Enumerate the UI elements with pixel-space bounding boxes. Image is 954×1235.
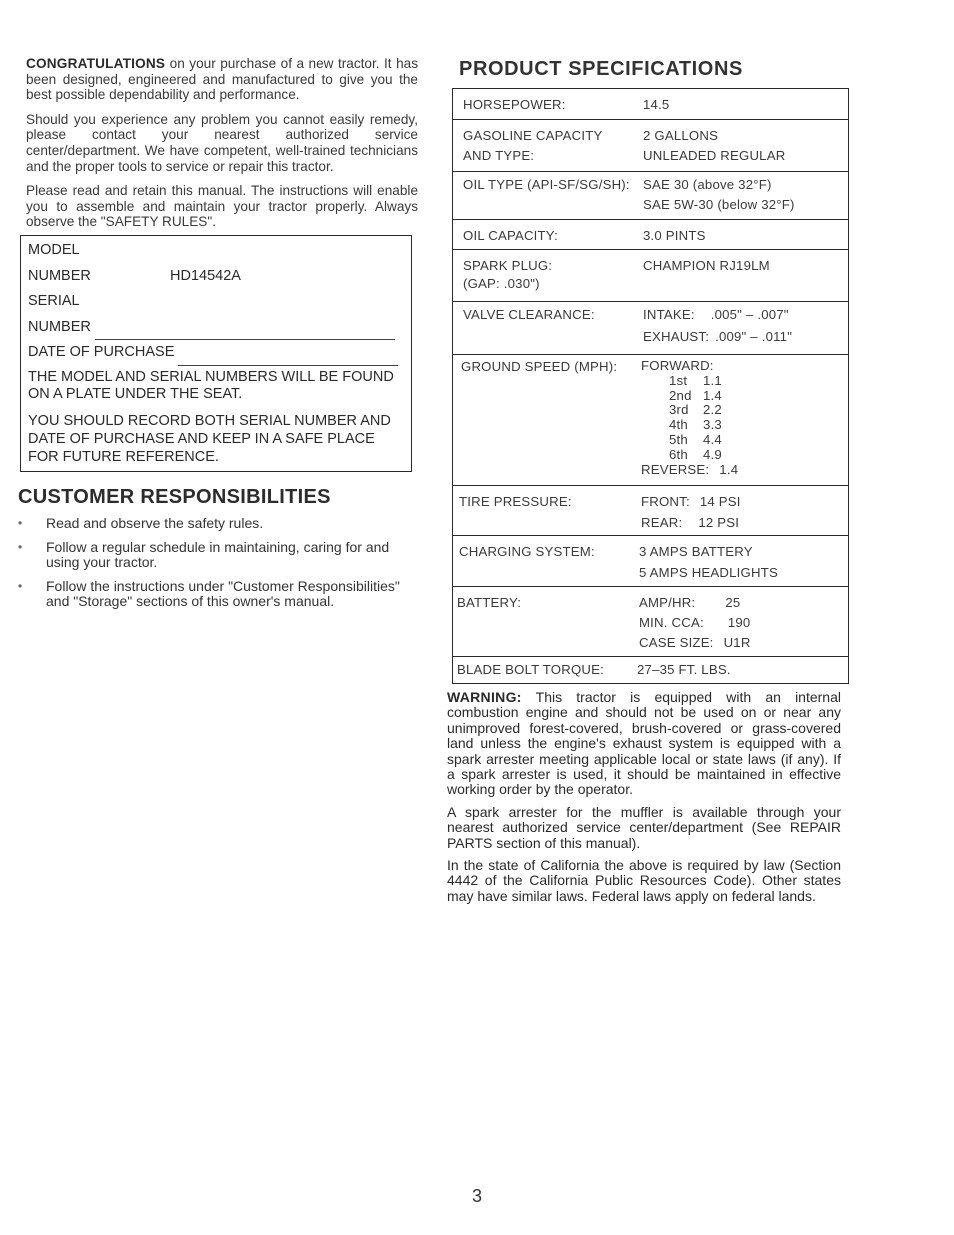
reverse-label: REVERSE:	[641, 461, 710, 477]
gasoline-type-value: UNLEADED REGULAR	[643, 148, 786, 163]
gear-row	[641, 389, 738, 404]
gear-speed: 4.4	[703, 431, 722, 447]
customer-responsibilities-heading: CUSTOMER RESPONSIBILITIES	[18, 486, 331, 508]
spec-row-tire-pressure	[453, 485, 848, 535]
tire-front-value: 14 PSI	[699, 494, 741, 509]
valve-exhaust	[643, 327, 792, 347]
spec-row-horsepower	[453, 89, 848, 119]
battery-amphr	[639, 593, 740, 613]
exhaust-label: EXHAUST:	[643, 329, 710, 344]
customer-responsibilities-list	[18, 516, 416, 618]
spec-row-charging-system	[453, 535, 848, 586]
gear-row	[641, 418, 738, 433]
date-of-purchase-label: DATE OF PURCHASE	[28, 344, 175, 360]
warning-section	[447, 690, 841, 911]
spec-row-spark-plug	[453, 249, 848, 301]
gear-speed: 1.1	[703, 372, 722, 388]
gear-name: 1st	[669, 372, 688, 388]
spark-plug-label: SPARK PLUG:	[463, 258, 553, 273]
list-item-text: Read and observe the safety rules.	[46, 515, 264, 531]
model-number-label: NUMBER	[28, 267, 91, 284]
case-size-label: CASE SIZE:	[639, 635, 714, 650]
spec-row-blade-bolt-torque	[453, 656, 848, 683]
gear-row	[641, 374, 738, 389]
gear-row	[641, 448, 738, 463]
serial-number-label: NUMBER	[28, 318, 91, 335]
spark-plug-value: CHAMPION RJ19LM	[643, 258, 770, 273]
spec-row-ground-speed	[453, 354, 848, 485]
warning-label: WARNING:	[447, 689, 522, 705]
list-item-text: Follow a regular schedule in maintaining, caring for and using your tractor.	[46, 538, 390, 570]
exhaust-value: .009" – .011"	[715, 329, 793, 344]
serial-number-blank[interactable]	[95, 322, 395, 340]
serial-label-line	[28, 289, 404, 315]
serial-number-line	[28, 315, 404, 341]
bullet-icon: •	[18, 516, 23, 530]
tire-rear-label: REAR:	[641, 515, 683, 530]
amphr-value: 25	[725, 595, 741, 610]
gear-name: 2nd	[669, 387, 692, 403]
specifications-table	[452, 88, 849, 684]
valve-clearance-label: VALVE CLEARANCE:	[463, 307, 595, 322]
model-label: MODEL	[28, 242, 80, 258]
case-size-value: U1R	[723, 635, 751, 650]
gear-speed: 2.2	[703, 402, 722, 418]
model-number-value: HD14542A	[170, 267, 241, 284]
charging-headlights-value: 5 AMPS HEADLIGHTS	[639, 565, 778, 580]
model-number-line	[28, 264, 404, 290]
ground-speed-values	[641, 359, 738, 477]
intro-paragraph-1-text: on your purchase of a new tractor. It has been designed, engineered and manufactured to give you the best possible dependability and performance.	[26, 56, 418, 103]
bullet-icon: •	[18, 578, 23, 593]
plate-location-note: THE MODEL AND SERIAL NUMBERS WILL BE FOUND ON A PLATE UNDER THE SEAT.	[28, 368, 394, 403]
warning-paragraph-1	[447, 690, 841, 798]
record-reminder-note: YOU SHOULD RECORD BOTH SERIAL NUMBER AND DATE OF PURCHASE AND KEEP IN A SAFE PLACE FOR FUTURE REFERENCE.	[28, 413, 391, 465]
congratulations-lead: CONGRATULATIONS	[26, 56, 166, 71]
spec-row-battery	[453, 586, 848, 656]
gear-row	[641, 403, 738, 418]
tire-pressure-label: TIRE PRESSURE:	[459, 494, 572, 509]
cca-value: 190	[727, 615, 751, 630]
tire-rear	[641, 513, 739, 533]
battery-cca	[639, 613, 750, 633]
gear-name: 6th	[669, 446, 688, 462]
spec-row-gasoline	[453, 119, 848, 171]
gear-row	[641, 433, 738, 448]
oil-type-label: OIL TYPE (API-SF/SG/SH):	[463, 177, 630, 192]
gear-name: 4th	[669, 417, 688, 433]
product-specifications-heading: PRODUCT SPECIFICATIONS	[459, 58, 743, 80]
reverse-row	[641, 463, 738, 478]
list-item	[18, 516, 416, 532]
battery-label: BATTERY:	[457, 595, 522, 610]
gasoline-type-label: AND TYPE:	[463, 148, 535, 163]
warning-paragraph-3: In the state of California the above is required by law (Section 4442 of the California Public Resources Code). Other states may have similar laws. Federal laws apply on federal lands.	[447, 857, 841, 904]
intro-paragraph-3: Please read and retain this manual. The instructions will enable you to assemble and maintain your tractor properly. Always observe the "SAFETY RULES".	[26, 183, 418, 230]
horsepower-value: 14.5	[643, 97, 670, 112]
intake-label: INTAKE:	[643, 307, 695, 322]
oil-capacity-label: OIL CAPACITY:	[463, 228, 558, 243]
amphr-label: AMP/HR:	[639, 595, 696, 610]
horsepower-label: HORSEPOWER:	[463, 97, 566, 112]
gear-name: 3rd	[669, 402, 689, 418]
warning-paragraph-2: A spark arrester for the muffler is available through your nearest authorized service center/department (See REPAIR PARTS section of this manual).	[447, 803, 841, 851]
blade-bolt-torque-label: BLADE BOLT TORQUE:	[457, 662, 604, 677]
model-label-line	[28, 238, 404, 264]
gasoline-capacity-label: GASOLINE CAPACITY	[463, 128, 603, 143]
oil-capacity-value: 3.0 PINTS	[643, 228, 706, 243]
gear-speed: 3.3	[703, 417, 722, 433]
spec-row-oil-capacity	[453, 219, 848, 249]
gear-speed: 4.9	[703, 446, 722, 462]
ground-speed-label: GROUND SPEED (MPH):	[461, 359, 618, 374]
reverse-value: 1.4	[719, 461, 739, 477]
gasoline-capacity-value: 2 GALLONS	[643, 128, 719, 143]
warning-paragraph-1-text: This tractor is equipped with an internal combustion engine and should not be used on or near any unimproved forest-covered, brush-covered or grass-covered land unless the engine's exhaust system is equipped with a spark arrester meeting applicable local or state laws (if any). If a spark arrester is used, it should be maintained in effective working order by the operator.	[447, 689, 841, 798]
intro-paragraph-2: Should you experience any problem you cannot easily remedy, please contact your nearest authorized service center/department. We have competent, well-trained technicians and the proper tools to service or repair this tractor.	[26, 111, 418, 174]
intro-paragraph-1	[26, 56, 418, 103]
battery-case-size	[639, 633, 751, 653]
charging-battery-value: 3 AMPS BATTERY	[639, 544, 753, 559]
spec-row-valve-clearance	[453, 301, 848, 354]
page-number: 3	[471, 1186, 482, 1206]
tire-rear-value: 12 PSI	[698, 515, 740, 530]
tire-front	[641, 492, 741, 512]
oil-type-value-2: SAE 5W-30 (below 32°F)	[643, 197, 795, 212]
serial-label: SERIAL	[28, 293, 80, 309]
bullet-icon: •	[18, 539, 23, 554]
cca-label: MIN. CCA:	[639, 615, 704, 630]
model-serial-record-box	[20, 235, 412, 472]
date-of-purchase-line	[28, 340, 404, 366]
spark-plug-gap-label: (GAP: .030")	[463, 276, 540, 291]
intro-section	[26, 56, 418, 239]
oil-type-value-1: SAE 30 (above 32°F)	[643, 177, 772, 192]
charging-system-label: CHARGING SYSTEM:	[459, 544, 595, 559]
spec-row-oil-type	[453, 171, 848, 219]
list-item	[18, 579, 416, 610]
gear-speed: 1.4	[703, 387, 722, 403]
valve-intake	[643, 305, 789, 325]
date-of-purchase-blank[interactable]	[178, 348, 398, 366]
intake-value: .005" – .007"	[710, 307, 789, 322]
gear-name: 5th	[669, 431, 688, 447]
forward-label: FORWARD:	[641, 358, 714, 373]
list-item	[18, 540, 416, 571]
list-item-text: Follow the instructions under "Customer Responsibilities" and "Storage" sections of this owner's manual.	[46, 577, 400, 609]
tire-front-label: FRONT:	[641, 494, 690, 509]
blade-bolt-torque-value: 27–35 FT. LBS.	[637, 662, 731, 677]
